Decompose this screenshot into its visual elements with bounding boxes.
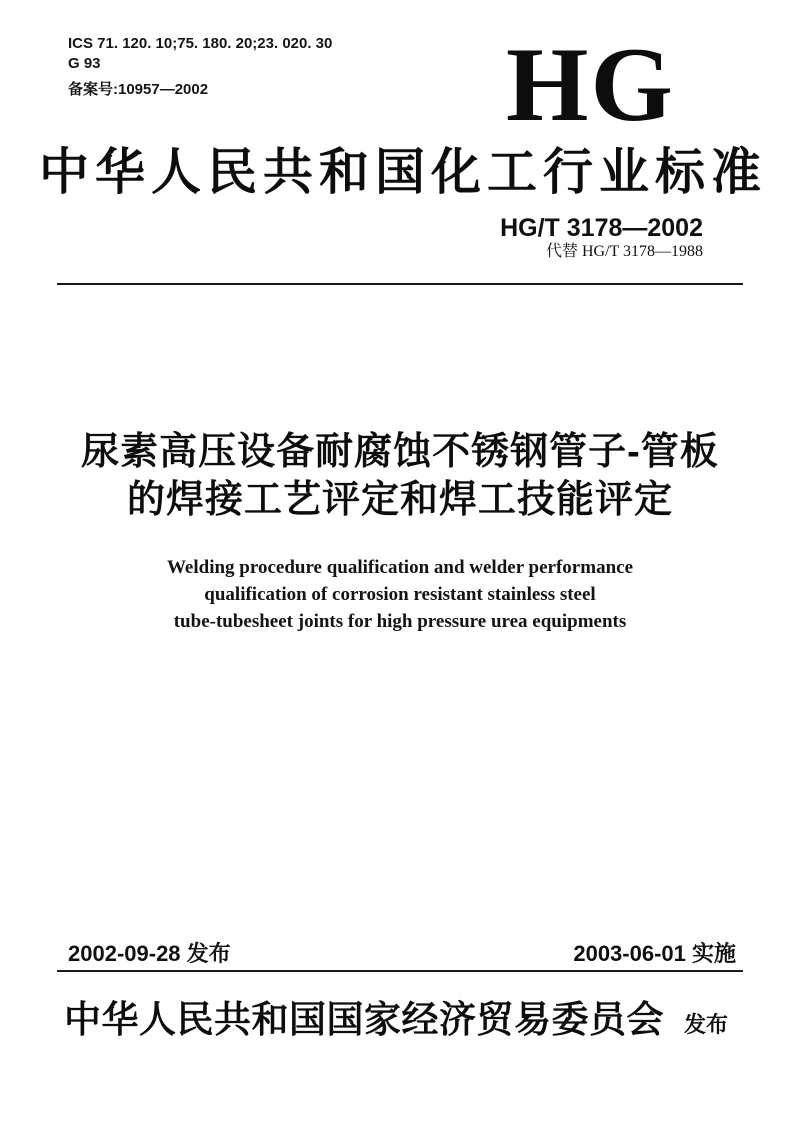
document-title-english [0,554,800,635]
title-en-line2: qualification of corrosion resistant stainless steel [204,584,596,605]
issue-date: 2002-09-28 发布 [68,941,231,966]
header-divider-rule [57,283,743,285]
title-en-line3: tube-tubesheet joints for high pressure urea equipments [173,611,627,632]
document-category-code: G 93 [68,55,101,72]
issue-verb-label: 发布 [684,1012,729,1037]
title-cn-line1: 尿素高压设备耐腐蚀不锈钢管子-管板 [81,431,719,473]
standard-number: HG/T 3178—2002 [500,214,703,242]
issuer-row [64,998,764,1044]
implementation-date: 2003-06-01 实施 [573,941,736,966]
record-number: 备案号:10957—2002 [68,81,209,98]
issuing-authority: 中华人民共和国国家经济贸易委员会 [64,1000,664,1041]
title-en-line1: Welding procedure qualification and welder performance [166,557,634,578]
footer-divider-rule [57,970,743,972]
standard-number-block [500,214,703,262]
hg-logo: HG [506,26,675,143]
title-cn-line2: 的焊接工艺评定和焊工技能评定 [126,479,673,521]
document-title-chinese [0,428,800,524]
standard-series-title: 中华人民共和国化工行业标准 [39,144,767,200]
ics-code: ICS 71. 120. 10;75. 180. 20;23. 020. 30 [68,35,333,52]
superseded-standard: 代替 HG/T 3178—1988 [545,243,703,260]
classification-codes [68,34,332,100]
